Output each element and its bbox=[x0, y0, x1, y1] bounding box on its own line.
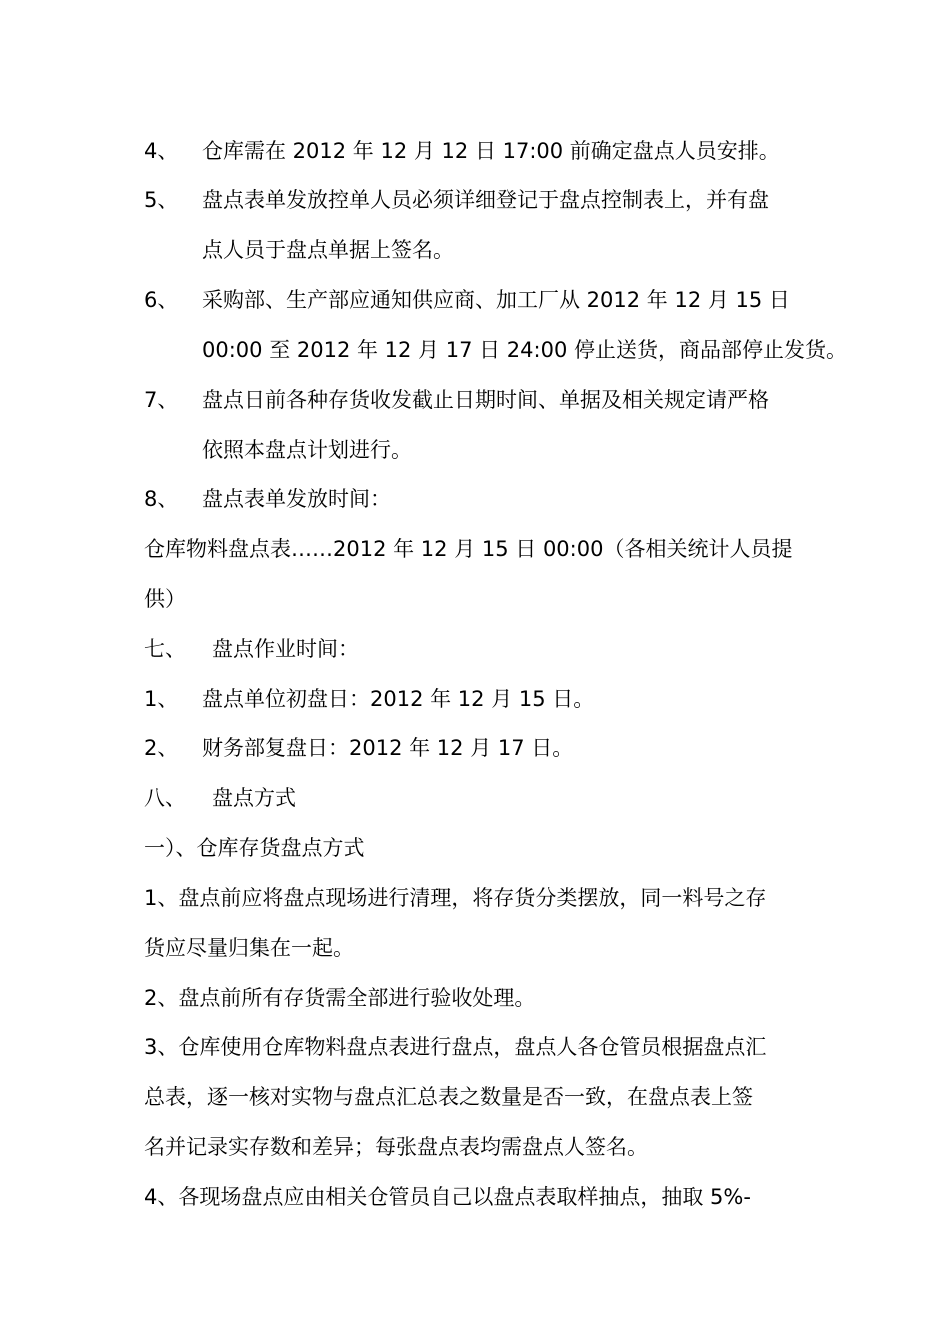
item-number: 4、 bbox=[144, 139, 179, 163]
section-number: 七、 bbox=[144, 637, 186, 661]
item-text: 仓库需在 2012 年 12 月 12 日 17:00 前确定盘点人员安排。 bbox=[202, 139, 780, 163]
item-text: 00:00 至 2012 年 12 月 17 日 24:00 停止送货，商品部停止发货。 bbox=[202, 338, 847, 362]
section-title: 盘点作业时间： bbox=[212, 637, 359, 661]
item-text: 依照本盘点计划进行。 bbox=[202, 438, 412, 462]
section-number: 八、 bbox=[144, 786, 186, 810]
item-number: 5、 bbox=[144, 188, 179, 212]
item-text: 盘点表单发放时间： bbox=[202, 487, 391, 511]
item-number: 7、 bbox=[144, 388, 179, 412]
item-text: 盘点单位初盘日：2012 年 12 月 15 日。 bbox=[202, 687, 595, 711]
item-text: 点人员于盘点单据上签名。 bbox=[202, 238, 454, 262]
item-text: 采购部、生产部应通知供应商、加工厂从 2012 年 12 月 15 日 bbox=[202, 288, 790, 312]
item-number: 8、 bbox=[144, 487, 179, 511]
item-number: 6、 bbox=[144, 288, 179, 312]
section-title: 盘点方式 bbox=[212, 786, 296, 810]
item-text: 盘点表单发放控单人员必须详细登记于盘点控制表上，并有盘 bbox=[202, 188, 769, 212]
item-text: 盘点日前各种存货收发截止日期时间、单据及相关规定请严格 bbox=[202, 388, 769, 412]
item-text: 财务部复盘日：2012 年 12 月 17 日。 bbox=[202, 736, 574, 760]
item-number: 1、 bbox=[144, 687, 179, 711]
item-number: 2、 bbox=[144, 736, 179, 760]
